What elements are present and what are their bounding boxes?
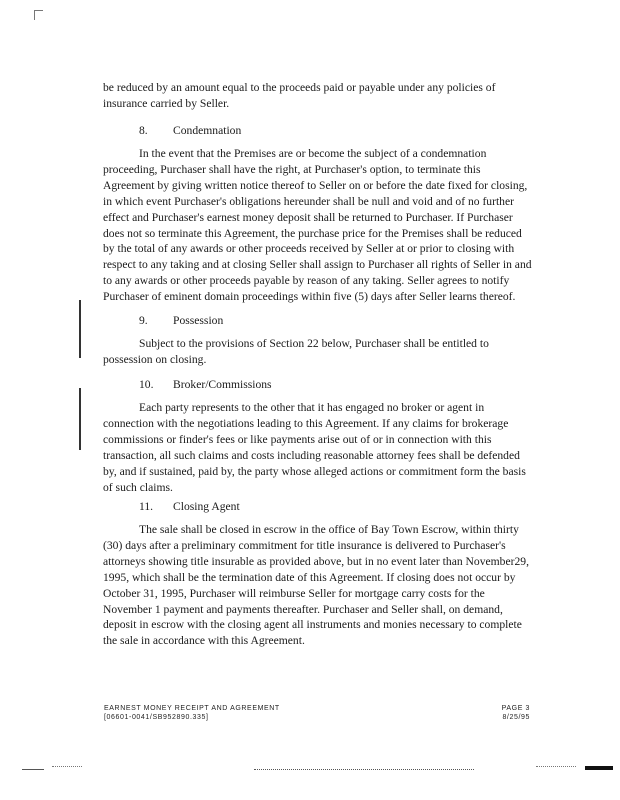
section-body-condemnation: In the event that the Premises are or become the subject of a condemnation proceeding, Purchaser shall have the right, at Purchaser's option, to terminate this Agreement by giving written notice thereof to Seller on or before the date fixed for closing, in which event Purchaser's obligations hereunder shall be null and void and of no further effect and Purchaser's earnest money deposit shall be returned to Purchaser. If Purchaser does not so terminate this Agreement, the purchase price for the Premises shall be reduced by the total of any awards or other proceeds received by Seller at or prior to closing with respect to any taking and at closing Seller shall assign to Purchaser all rights of Seller in and to any awards or other proceeds payable by reason of any taking. Seller agrees to notify Purchaser of eminent domain proceedings within five (5) days after Seller learns thereof. bbox=[103, 147, 532, 304]
scan-artifact-mark bbox=[585, 766, 613, 770]
continuation-paragraph: be reduced by an amount equal to the proceeds paid or payable under any policies of insurance carried by Seller. bbox=[103, 81, 496, 110]
scan-corner-mark bbox=[34, 10, 43, 20]
margin-revision-bar bbox=[79, 300, 81, 358]
section-number: 9. bbox=[139, 314, 148, 327]
scan-artifact-line bbox=[52, 766, 82, 767]
margin-revision-bar bbox=[79, 388, 81, 450]
footer-date: 8/25/95 bbox=[502, 714, 530, 721]
footer-right bbox=[502, 704, 530, 722]
section-title: Broker/Commissions bbox=[173, 378, 272, 391]
section-heading-broker-commissions bbox=[139, 377, 272, 392]
section-heading-closing-agent bbox=[139, 499, 240, 514]
section-body-closing-agent: The sale shall be closed in escrow in the office of Bay Town Escrow, within thirty (30) days after a preliminary commitment for title insurance is delivered to Purchaser's attorneys showing title insurable as provided above, but in no event later than November29, 1995, which shall be the termination date of this Agreement. If closing does not occur by October 31, 1995, Purchaser will reimburse Seller for mortgage carry costs for the November 1 payment and payments thereafter. Purchaser and Seller shall, on demand, deposit in escrow with the closing agent all instruments and monies necessary to complete the sale in accordance with this Agreement. bbox=[103, 523, 529, 648]
section-heading-possession bbox=[139, 313, 223, 328]
footer-document-title: EARNEST MONEY RECEIPT AND AGREEMENT bbox=[104, 705, 280, 712]
section-body-broker-commissions: Each party represents to the other that it has engaged no broker or agent in connection with the negotiations leading to this Agreement. If any claims for brokerage commissions or finder's fees or like payments arise out of or in connection with this transaction, all such claims and costs including reasonable attorney fees shall be defended by, and if sustained, paid by, the party whose alleged actions or commitment form the basis of such claims. bbox=[103, 401, 526, 494]
scan-artifact-line bbox=[22, 769, 44, 770]
section-number: 11. bbox=[139, 500, 154, 513]
section-title: Closing Agent bbox=[173, 500, 240, 513]
footer-left bbox=[104, 704, 280, 722]
section-number: 10. bbox=[139, 378, 154, 391]
scan-artifact-line bbox=[536, 766, 576, 767]
scan-artifact-line bbox=[254, 769, 474, 770]
section-number: 8. bbox=[139, 124, 148, 137]
section-title: Condemnation bbox=[173, 124, 242, 137]
footer-file-code: [06601-0041/SB952890.335] bbox=[104, 714, 209, 721]
footer-page-number: PAGE 3 bbox=[501, 705, 530, 712]
section-title: Possession bbox=[173, 314, 224, 327]
section-heading-condemnation bbox=[139, 123, 241, 138]
section-body-possession: Subject to the provisions of Section 22 below, Purchaser shall be entitled to possession on closing. bbox=[103, 337, 489, 366]
